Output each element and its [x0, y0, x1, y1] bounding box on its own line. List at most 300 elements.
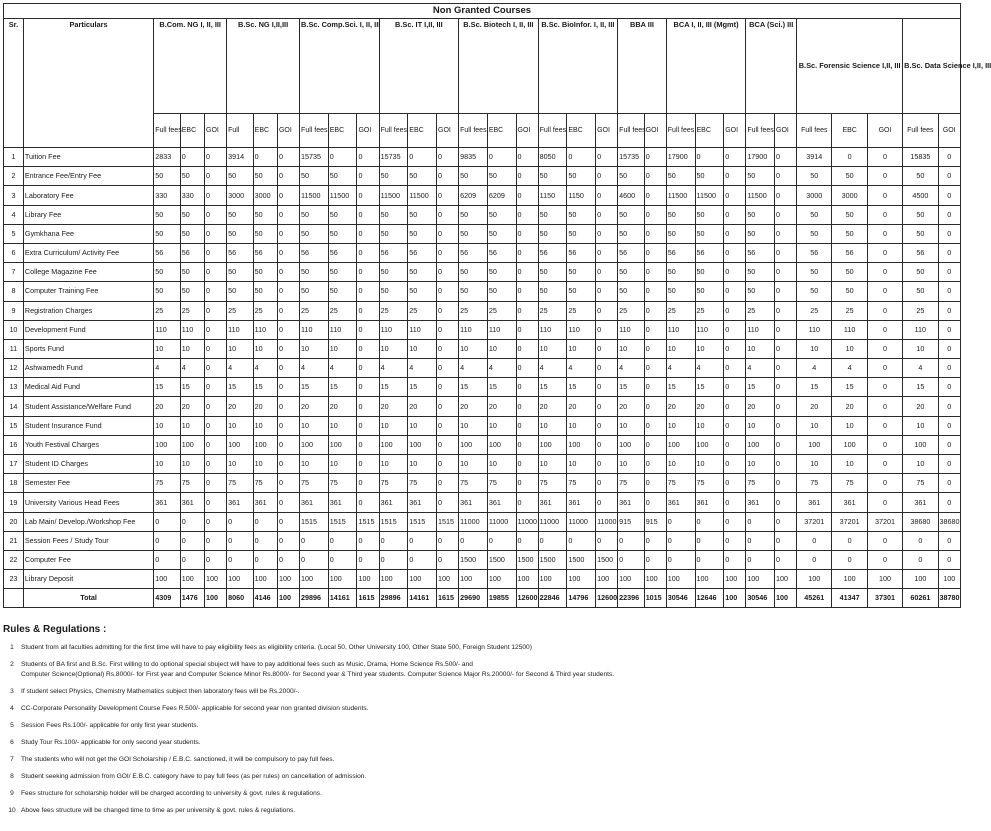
row-number: 16	[4, 435, 24, 454]
fee-value: 20	[903, 397, 938, 416]
fee-value: 0	[596, 320, 618, 339]
fee-value: 2833	[154, 148, 181, 167]
fee-value: 4	[459, 359, 488, 378]
fee-value: 50	[746, 282, 775, 301]
fee-value: 10	[618, 339, 645, 358]
fee-value: 1500	[516, 550, 538, 569]
fee-value: 0	[205, 531, 227, 550]
total-value: 12600	[596, 589, 618, 608]
fee-particular: Computer Fee	[23, 550, 153, 569]
fee-value: 20	[666, 397, 695, 416]
fee-value: 50	[154, 263, 181, 282]
fee-value: 100	[227, 435, 254, 454]
rule-number: 1	[10, 644, 14, 651]
fee-value: 0	[180, 531, 204, 550]
fee-value: 4	[328, 359, 357, 378]
fee-value: 0	[644, 301, 666, 320]
fee-value: 0	[205, 243, 227, 262]
fee-value: 10	[379, 455, 408, 474]
fee-value: 0	[437, 224, 459, 243]
fee-value: 110	[903, 320, 938, 339]
fee-value: 110	[408, 320, 437, 339]
sub-column-header: Full fees	[618, 114, 645, 148]
fee-value: 0	[437, 359, 459, 378]
fee-value: 110	[487, 320, 516, 339]
fee-value: 10	[459, 416, 488, 435]
fee-value: 0	[596, 531, 618, 550]
fee-value: 10	[666, 416, 695, 435]
fee-value: 20	[300, 397, 329, 416]
fee-value: 25	[300, 301, 329, 320]
fee-value: 0	[938, 435, 961, 454]
fee-value: 0	[724, 339, 746, 358]
fee-value: 15	[459, 378, 488, 397]
fee-value: 0	[437, 531, 459, 550]
fee-value: 50	[154, 205, 181, 224]
fees-table	[3, 3, 991, 608]
fee-value: 361	[487, 493, 516, 512]
fee-value: 0	[724, 550, 746, 569]
fee-value: 20	[459, 397, 488, 416]
fee-value: 50	[253, 224, 277, 243]
fee-value: 100	[567, 570, 596, 589]
fee-value: 0	[724, 435, 746, 454]
rule-number: 8	[10, 773, 14, 780]
fee-value: 50	[797, 282, 832, 301]
fee-value: 0	[516, 531, 538, 550]
fee-value: 0	[516, 301, 538, 320]
fee-value: 0	[832, 148, 867, 167]
fee-value: 0	[357, 397, 379, 416]
rule-number: 2	[10, 661, 14, 668]
fee-particular: Lab Main/ Develop./Workshop Fee	[23, 512, 153, 531]
fee-value: 110	[300, 320, 329, 339]
row-number: 17	[4, 455, 24, 474]
fee-value: 0	[516, 167, 538, 186]
fee-value: 10	[408, 339, 437, 358]
fee-value: 0	[938, 205, 961, 224]
total-value: 100	[277, 589, 299, 608]
total-value: 100	[724, 589, 746, 608]
fee-value: 0	[618, 531, 645, 550]
fee-value: 50	[695, 167, 724, 186]
fee-value: 50	[746, 263, 775, 282]
row-number: 20	[4, 512, 24, 531]
fee-value: 1515	[328, 512, 357, 531]
fee-value: 15	[154, 378, 181, 397]
table-row	[4, 282, 961, 301]
fee-value: 20	[379, 397, 408, 416]
fee-value: 0	[644, 359, 666, 378]
fee-value: 0	[516, 435, 538, 454]
course-header: B.Sc. BioInfor. I, II, III	[538, 19, 618, 114]
fee-value: 110	[227, 320, 254, 339]
table-row	[4, 320, 961, 339]
fee-value: 100	[205, 570, 227, 589]
fee-value: 10	[253, 339, 277, 358]
fee-value: 0	[644, 378, 666, 397]
fee-value: 10	[227, 339, 254, 358]
fee-value: 15	[746, 378, 775, 397]
fee-value: 100	[277, 570, 299, 589]
fee-value: 75	[328, 474, 357, 493]
fee-value: 50	[227, 263, 254, 282]
fee-value: 1500	[596, 550, 618, 569]
fee-value: 75	[154, 474, 181, 493]
fee-value: 0	[644, 339, 666, 358]
fee-value: 4	[227, 359, 254, 378]
fee-value: 0	[437, 148, 459, 167]
fee-value: 50	[666, 282, 695, 301]
rule-text-block	[21, 772, 963, 789]
fee-value: 4	[300, 359, 329, 378]
fee-value: 25	[180, 301, 204, 320]
fee-value: 0	[180, 148, 204, 167]
fee-value: 50	[567, 224, 596, 243]
fee-value: 0	[644, 550, 666, 569]
fee-value: 0	[328, 148, 357, 167]
fee-value: 1500	[538, 550, 567, 569]
fee-value: 50	[379, 282, 408, 301]
fee-value: 4	[180, 359, 204, 378]
fee-value: 0	[487, 148, 516, 167]
fee-value: 0	[596, 224, 618, 243]
fee-value: 0	[938, 263, 961, 282]
fee-value: 0	[938, 397, 961, 416]
fee-value: 0	[775, 474, 797, 493]
fee-value: 10	[832, 455, 867, 474]
total-value: 14161	[408, 589, 437, 608]
fee-value: 50	[832, 205, 867, 224]
course-header: BCA I, II, III (Mgmt)	[666, 19, 746, 114]
fee-value: 4	[408, 359, 437, 378]
fee-value: 75	[832, 474, 867, 493]
fee-value: 10	[903, 455, 938, 474]
fee-value: 0	[775, 148, 797, 167]
fee-value: 100	[357, 570, 379, 589]
fee-value: 0	[379, 550, 408, 569]
fee-value: 0	[357, 474, 379, 493]
sub-column-header: EBC	[328, 114, 357, 148]
fee-value: 100	[180, 570, 204, 589]
fee-value: 0	[357, 550, 379, 569]
fee-value: 0	[775, 282, 797, 301]
rule-text-block	[21, 738, 963, 755]
fee-value: 0	[357, 301, 379, 320]
fee-value: 361	[227, 493, 254, 512]
fee-value: 75	[618, 474, 645, 493]
fee-value: 25	[328, 301, 357, 320]
fee-value: 361	[253, 493, 277, 512]
fee-value: 110	[746, 320, 775, 339]
fee-value: 100	[379, 435, 408, 454]
fee-value: 0	[724, 378, 746, 397]
fee-value: 4	[666, 359, 695, 378]
fee-value: 100	[938, 570, 961, 589]
fee-value: 0	[724, 224, 746, 243]
sub-column-header: GOI	[437, 114, 459, 148]
fee-value: 0	[938, 224, 961, 243]
fee-value: 0	[775, 512, 797, 531]
fee-value: 100	[746, 435, 775, 454]
fee-value: 100	[746, 570, 775, 589]
fee-value: 20	[253, 397, 277, 416]
fee-value: 0	[867, 148, 902, 167]
fee-value: 0	[277, 455, 299, 474]
fee-value: 50	[227, 224, 254, 243]
fee-value: 0	[180, 550, 204, 569]
fee-value: 0	[437, 186, 459, 205]
course-header: B.Sc. NG I,II,III	[227, 19, 300, 114]
fee-value: 11500	[746, 186, 775, 205]
rule-text-block	[21, 721, 963, 738]
fee-value: 0	[867, 531, 902, 550]
fee-value: 50	[567, 167, 596, 186]
fee-value: 0	[567, 148, 596, 167]
fee-particular: Library Fee	[23, 205, 153, 224]
fee-value: 0	[724, 282, 746, 301]
fee-value: 0	[867, 263, 902, 282]
sub-column-header: GOI	[277, 114, 299, 148]
fee-value: 0	[357, 435, 379, 454]
fee-value: 50	[328, 224, 357, 243]
fee-value: 0	[775, 263, 797, 282]
fee-value: 10	[567, 416, 596, 435]
fee-value: 4	[538, 359, 567, 378]
fee-value: 100	[867, 570, 902, 589]
fee-value: 10	[459, 455, 488, 474]
fee-value: 56	[227, 243, 254, 262]
fee-value: 50	[746, 167, 775, 186]
fee-value: 25	[567, 301, 596, 320]
rule-text: CC-Corporate Personality Development Course Fees R.500/- applicable for second year non granted division students.	[21, 705, 369, 712]
fee-value: 50	[538, 224, 567, 243]
fee-value: 0	[516, 186, 538, 205]
fee-value: 0	[644, 224, 666, 243]
rule-text: If student select Physics, Chemistry Mathematics subject then laboratory fees will be Rs.2000/-.	[21, 688, 300, 695]
fee-value: 110	[253, 320, 277, 339]
fee-value: 0	[724, 205, 746, 224]
fee-value: 17900	[746, 148, 775, 167]
fee-value: 0	[596, 339, 618, 358]
fee-value: 50	[567, 263, 596, 282]
rule-text: Student from all faculties admitting for the first time will have to pay eligibility fees as eligibility criteria. (Local 50, Other University 100, Other State 500, Foreign Student 12500)	[21, 644, 532, 651]
course-header: B.Sc. Biotech I, II, III	[459, 19, 539, 114]
fee-value: 10	[154, 455, 181, 474]
fee-value: 110	[180, 320, 204, 339]
fee-value: 100	[797, 435, 832, 454]
sub-column-header: Full fees	[300, 114, 329, 148]
fee-value: 0	[724, 320, 746, 339]
fee-value: 56	[408, 243, 437, 262]
fee-value: 10	[408, 455, 437, 474]
fee-value: 1515	[357, 512, 379, 531]
fee-value: 100	[487, 570, 516, 589]
fee-value: 0	[596, 397, 618, 416]
fee-value: 10	[487, 455, 516, 474]
fee-value: 0	[180, 512, 204, 531]
table-row	[4, 243, 961, 262]
fee-value: 0	[644, 416, 666, 435]
rule-text-block	[21, 755, 963, 772]
fee-value: 10	[379, 339, 408, 358]
fee-value: 50	[379, 263, 408, 282]
fee-value: 100	[538, 435, 567, 454]
fee-value: 0	[205, 512, 227, 531]
fee-value: 0	[775, 416, 797, 435]
fee-value: 3000	[832, 186, 867, 205]
fee-value: 0	[357, 167, 379, 186]
fee-value: 0	[596, 167, 618, 186]
fee-value: 0	[437, 339, 459, 358]
row-number: 19	[4, 493, 24, 512]
fee-value: 15	[300, 378, 329, 397]
fee-value: 75	[746, 474, 775, 493]
fee-value: 10	[154, 339, 181, 358]
table-row	[4, 224, 961, 243]
fee-value: 0	[437, 455, 459, 474]
fee-value: 15	[618, 378, 645, 397]
fee-value: 15	[180, 378, 204, 397]
fee-value: 0	[205, 416, 227, 435]
fee-value: 50	[832, 263, 867, 282]
fee-particular: Library Deposit	[23, 570, 153, 589]
rule-item	[3, 806, 963, 823]
fee-value: 0	[746, 531, 775, 550]
sub-column-header: GOI	[357, 114, 379, 148]
total-value: 22396	[618, 589, 645, 608]
fee-value: 56	[487, 243, 516, 262]
fee-value: 20	[487, 397, 516, 416]
fee-value: 56	[797, 243, 832, 262]
fee-value: 0	[903, 531, 938, 550]
fee-value: 75	[487, 474, 516, 493]
fee-value: 50	[695, 205, 724, 224]
fee-value: 50	[154, 167, 181, 186]
fee-value: 37201	[797, 512, 832, 531]
row-number: 11	[4, 339, 24, 358]
fee-value: 50	[618, 224, 645, 243]
fee-value: 0	[205, 263, 227, 282]
fee-value: 4600	[618, 186, 645, 205]
fee-value: 0	[644, 455, 666, 474]
fee-value: 10	[567, 455, 596, 474]
fee-value: 1515	[379, 512, 408, 531]
fee-value: 0	[867, 474, 902, 493]
sub-column-header: Full fees	[379, 114, 408, 148]
fee-value: 0	[938, 243, 961, 262]
sub-column-header: GOI	[516, 114, 538, 148]
rule-text: Student seeking admission from GOI/ E.B.C. category have to pay full fees (as per rules) on cancellation of admission.	[21, 773, 367, 780]
rule-item	[3, 789, 963, 806]
fee-value: 50	[487, 167, 516, 186]
fee-value: 25	[379, 301, 408, 320]
fee-value: 0	[644, 205, 666, 224]
fee-value: 0	[205, 435, 227, 454]
sub-column-header: GOI	[644, 114, 666, 148]
fee-value: 11500	[328, 186, 357, 205]
fee-value: 0	[277, 263, 299, 282]
fee-value: 50	[459, 167, 488, 186]
fee-value: 0	[277, 148, 299, 167]
fee-value: 110	[538, 320, 567, 339]
row-number: 13	[4, 378, 24, 397]
fee-value: 50	[797, 263, 832, 282]
fee-value: 10	[408, 416, 437, 435]
table-row	[4, 531, 961, 550]
fee-value: 0	[775, 186, 797, 205]
fee-value: 10	[180, 455, 204, 474]
fee-value: 50	[253, 263, 277, 282]
fee-particular: Student ID Charges	[23, 455, 153, 474]
fee-value: 75	[903, 474, 938, 493]
fee-value: 0	[277, 512, 299, 531]
fee-value: 4	[695, 359, 724, 378]
fee-value: 0	[205, 224, 227, 243]
fee-value: 0	[205, 339, 227, 358]
fee-value: 10	[328, 339, 357, 358]
fee-value: 100	[154, 435, 181, 454]
rule-number: 5	[10, 722, 14, 729]
rule-text: Session Fees Rs.100/- applicable for only first year students.	[21, 722, 199, 729]
fee-value: 361	[180, 493, 204, 512]
fee-value: 50	[408, 263, 437, 282]
fee-value: 0	[277, 186, 299, 205]
fee-value: 38680	[938, 512, 961, 531]
rule-text-continued: Computer Science(Optional) Rs.8000/- for First year and Computer Science Minor Rs.8000/- for Second year & Third year students. Computer Science Major Rs.20000/- for Second & Third year students.	[21, 671, 615, 678]
fee-value: 56	[459, 243, 488, 262]
rule-item	[3, 755, 963, 772]
fee-value: 50	[903, 282, 938, 301]
sub-column-header: EBC	[832, 114, 867, 148]
fee-value: 0	[516, 359, 538, 378]
fee-value: 0	[775, 359, 797, 378]
fee-value: 56	[379, 243, 408, 262]
fee-value: 0	[277, 550, 299, 569]
fee-value: 0	[724, 186, 746, 205]
fee-value: 0	[775, 435, 797, 454]
fee-value: 50	[832, 224, 867, 243]
sub-column-header: EBC	[253, 114, 277, 148]
fee-value: 0	[516, 474, 538, 493]
fee-value: 0	[227, 512, 254, 531]
fee-value: 11000	[487, 512, 516, 531]
fee-value: 0	[205, 397, 227, 416]
fee-value: 100	[253, 435, 277, 454]
fee-value: 75	[227, 474, 254, 493]
fee-value: 0	[775, 531, 797, 550]
fee-value: 50	[328, 205, 357, 224]
fee-value: 0	[205, 455, 227, 474]
fee-particular: College Magazine Fee	[23, 263, 153, 282]
fee-value: 0	[867, 205, 902, 224]
fee-value: 15	[328, 378, 357, 397]
rule-item	[3, 660, 963, 687]
fee-particular: Extra Curriculum/ Activity Fee	[23, 243, 153, 262]
fee-value: 11500	[379, 186, 408, 205]
fee-value: 50	[797, 224, 832, 243]
fee-value: 50	[666, 224, 695, 243]
fee-particular: University Various Head Fees	[23, 493, 153, 512]
fee-value: 11500	[695, 186, 724, 205]
fee-value: 50	[253, 282, 277, 301]
fee-value: 0	[437, 263, 459, 282]
fee-value: 75	[180, 474, 204, 493]
row-number: 18	[4, 474, 24, 493]
fee-value: 100	[328, 570, 357, 589]
fee-value: 0	[437, 416, 459, 435]
fee-value: 0	[644, 493, 666, 512]
